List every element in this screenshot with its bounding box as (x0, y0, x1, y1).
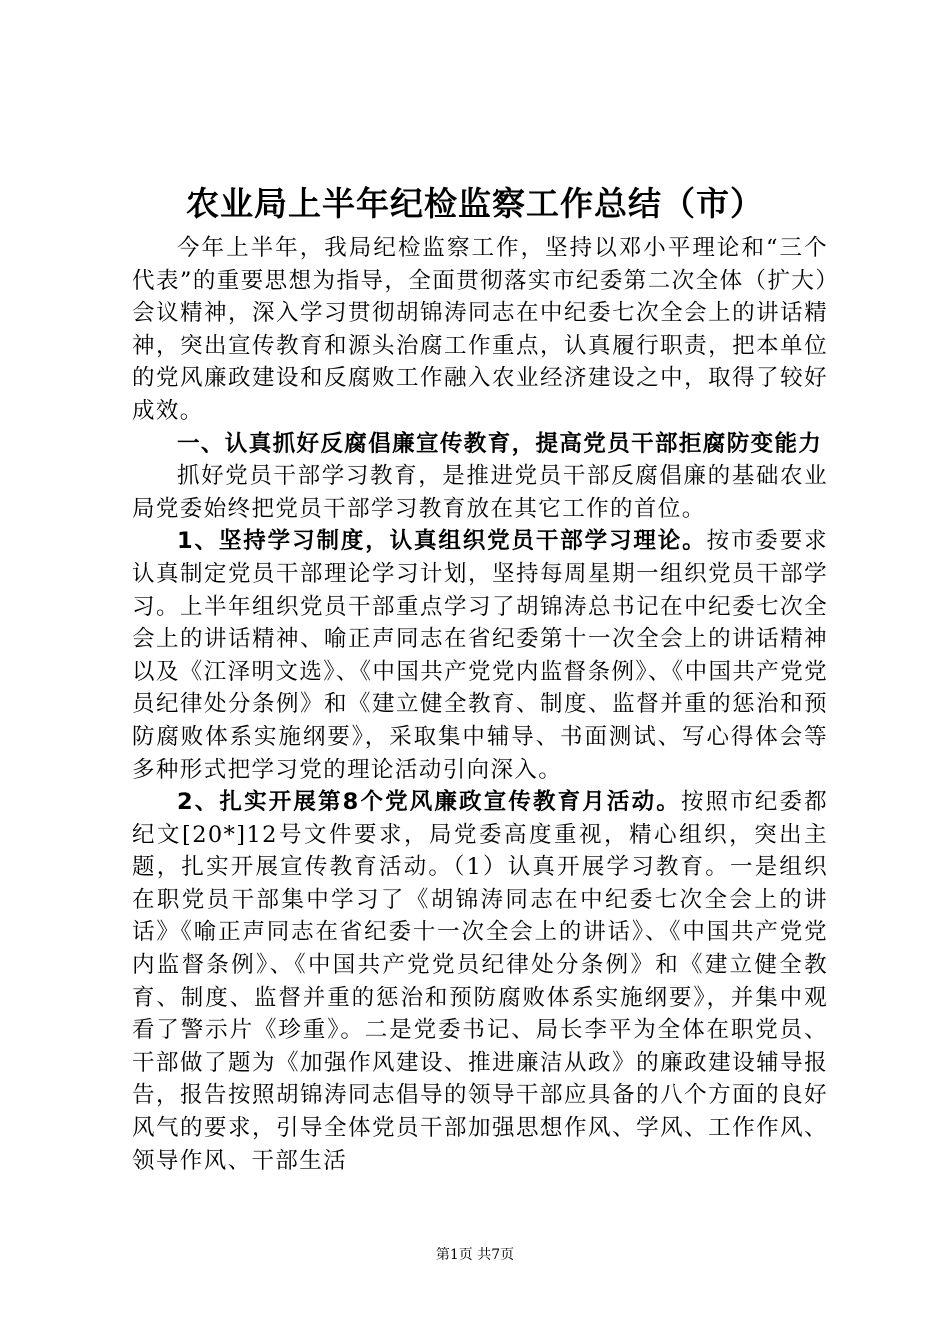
document-title: 农业局上半年纪检监察工作总结（市） (186, 184, 764, 223)
intro-paragraph: 今年上半年，我局纪检监察工作，坚持以邓小平理论和“三个代表”的重要思想为指导，全面贯彻落实市纪委第二次全体（扩大）会议精神，深入学习贯彻胡锦涛同志在中纪委七次全会上的讲话精神，突出宣传教育和源头治腐工作重点，认真履行职责，把本单位的党风廉政建设和反腐败工作融入农业经济建设之中，取得了较好成效。 (132, 235, 828, 424)
item-1-body: 按市委要求认真制定党员干部理论学习计划，坚持每周星期一组织党员干部学习。上半年组织党员干部重点学习了胡锦涛总书记在中纪委七次全会上的讲话精神、喻正声同志在省纪委第十一次全会上的讲话精神以及《江泽明文选》、《中国共产党党内监督条例》、《中国共产党党员纪律处分条例》和《建立健全教育、制度、监督并重的惩治和预防腐败体系实施纲要》，采取集中辅导、书面测试、写心得体会等多种形式把学习党的理论活动引向深入。 (132, 528, 828, 783)
page-number-footer: 第1页 共7页 (435, 1247, 515, 1263)
section-heading-1: 一、认真抓好反腐倡廉宣传教育，提高党员干部拒腐防变能力 (177, 430, 823, 457)
item-2-body: 按照市纪委都纪文[20*]12号文件要求，局党委高度重视，精心组织，突出主题，扎实开展宣传教育活动。（1）认真开展学习教育。一是组织在职党员干部集中学习了《胡锦涛同志在中纪委七次全会上的讲话》《喻正声同志在省纪委十一次全会上的讲话》、《中国共产党党内监督条例》、《中国共产党党员纪律处分条例》和《建立健全教育、制度、监督并重的惩治和预防腐败体系实施纲要》，并集中观看了警示片《珍重》。二是党委书记、局长李平为全体在职党员、干部做了题为《加强作风建设、推进廉洁从政》的廉政建设辅导报告，报告按照胡锦涛同志倡导的领导干部应具备的八个方面的良好风气的要求，引导全体党员干部加强思想作风、学风、工作作风、领导作风、干部生活 (132, 789, 829, 1174)
item-1-lead: 1、坚持学习制度，认真组织党员干部学习理论。 (177, 528, 707, 555)
item-2-lead: 2、扎实开展第8个党风廉政宣传教育月活动。 (177, 789, 681, 816)
item-1-paragraph (132, 525, 828, 786)
item-2-paragraph (132, 786, 828, 1177)
document-body (132, 232, 828, 1177)
section-1-intro-paragraph: 抓好党员干部学习教育，是推进党员干部反腐倡廉的基础农业局党委始终把党员干部学习教育放在其它工作的首位。 (132, 463, 828, 522)
